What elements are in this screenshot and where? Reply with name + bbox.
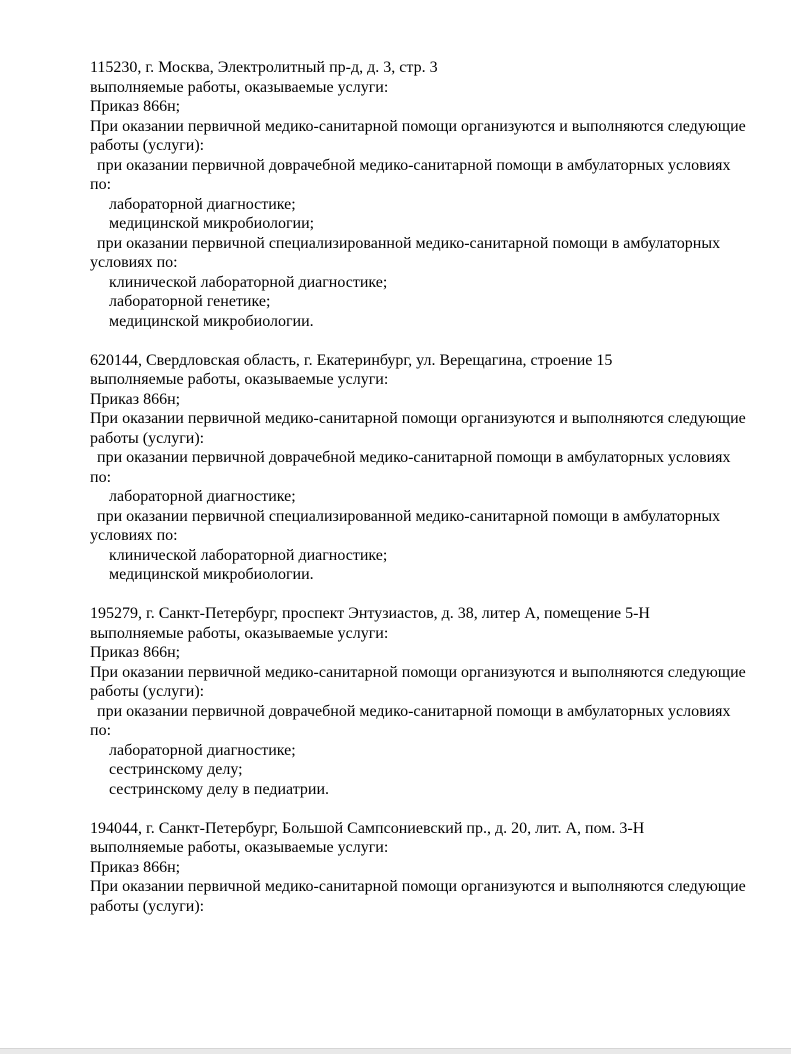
address-block <box>90 604 751 799</box>
order-reference-line: Приказ 866н; <box>90 858 181 876</box>
continuation-line: При оказании первичной медико-санитарной помощи организуются и выполняются следующие <box>90 878 746 895</box>
address-block <box>90 351 751 585</box>
works-services-label: выполняемые работы, оказываемые услуги: <box>90 624 389 642</box>
service-item-line: лабораторной диагностике; <box>109 195 296 213</box>
service-item-line: лабораторной генетике; <box>109 293 271 310</box>
service-item-line: клинической лабораторной диагностике; <box>109 546 388 564</box>
address-line: 194044, г. Санкт-Петербург, Большой Сампсониевский пр., д. 20, лит. А, пом. 3-Н <box>90 819 645 837</box>
order-reference-line: Приказ 866н; <box>90 390 181 408</box>
service-item-line: медицинской микробиологии; <box>109 215 315 232</box>
continuation-line: по: <box>90 176 112 193</box>
service-category-line: при оказании первичной специализированной медико-санитарной помощи в амбулаторных <box>97 507 721 525</box>
service-category-line: при оказании первичной доврачебной медико-санитарной помощи в амбулаторных условиях <box>97 156 731 174</box>
continuation-line: работы (услуги): <box>90 683 205 700</box>
continuation-line: работы (услуги): <box>90 897 205 915</box>
address-line: 115230, г. Москва, Электролитный пр-д, д. 3, стр. 3 <box>90 59 438 76</box>
service-item-line: медицинской микробиологии. <box>109 312 314 330</box>
continuation-line: условиях по: <box>90 254 178 271</box>
continuation-line: работы (услуги): <box>90 429 205 447</box>
continuation-line: работы (услуги): <box>90 137 205 154</box>
order-reference-line: Приказ 866н; <box>90 98 181 115</box>
service-category-line: при оказании первичной специализированной медико-санитарной помощи в амбулаторных <box>97 234 721 252</box>
works-services-label: выполняемые работы, оказываемые услуги: <box>90 371 389 388</box>
works-services-label: выполняемые работы, оказываемые услуги: <box>90 839 389 856</box>
address-line: 195279, г. Санкт-Петербург, проспект Энтузиастов, д. 38, литер А, помещение 5-Н <box>90 605 650 622</box>
continuation-line: При оказании первичной медико-санитарной помощи организуются и выполняются следующие <box>90 117 746 135</box>
service-item-line: лабораторной диагностике; <box>109 741 296 759</box>
page-bottom-edge <box>0 1048 791 1054</box>
continuation-line: При оказании первичной медико-санитарной помощи организуются и выполняются следующие <box>90 663 746 681</box>
service-category-line: при оказании первичной доврачебной медико-санитарной помощи в амбулаторных условиях <box>97 702 731 720</box>
service-item-line: сестринскому делу в педиатрии. <box>109 780 330 798</box>
address-block <box>90 58 751 331</box>
address-line: 620144, Свердловская область, г. Екатеринбург, ул. Верещагина, строение 15 <box>90 351 613 369</box>
works-services-label: выполняемые работы, оказываемые услуги: <box>90 78 389 96</box>
service-item-line: лабораторной диагностике; <box>109 488 296 505</box>
service-item-line: медицинской микробиологии. <box>109 566 314 583</box>
continuation-line: При оказании первичной медико-санитарной помощи организуются и выполняются следующие <box>90 410 746 427</box>
continuation-line: по: <box>90 468 112 486</box>
document-page <box>90 58 751 916</box>
service-category-line: при оказании первичной доврачебной медико-санитарной помощи в амбулаторных условиях <box>97 449 731 466</box>
service-item-line: клинической лабораторной диагностике; <box>109 273 388 291</box>
service-item-line: сестринскому делу; <box>109 761 243 778</box>
continuation-line: условиях по: <box>90 527 178 544</box>
order-reference-line: Приказ 866н; <box>90 644 181 661</box>
address-block <box>90 819 751 917</box>
continuation-line: по: <box>90 722 112 739</box>
